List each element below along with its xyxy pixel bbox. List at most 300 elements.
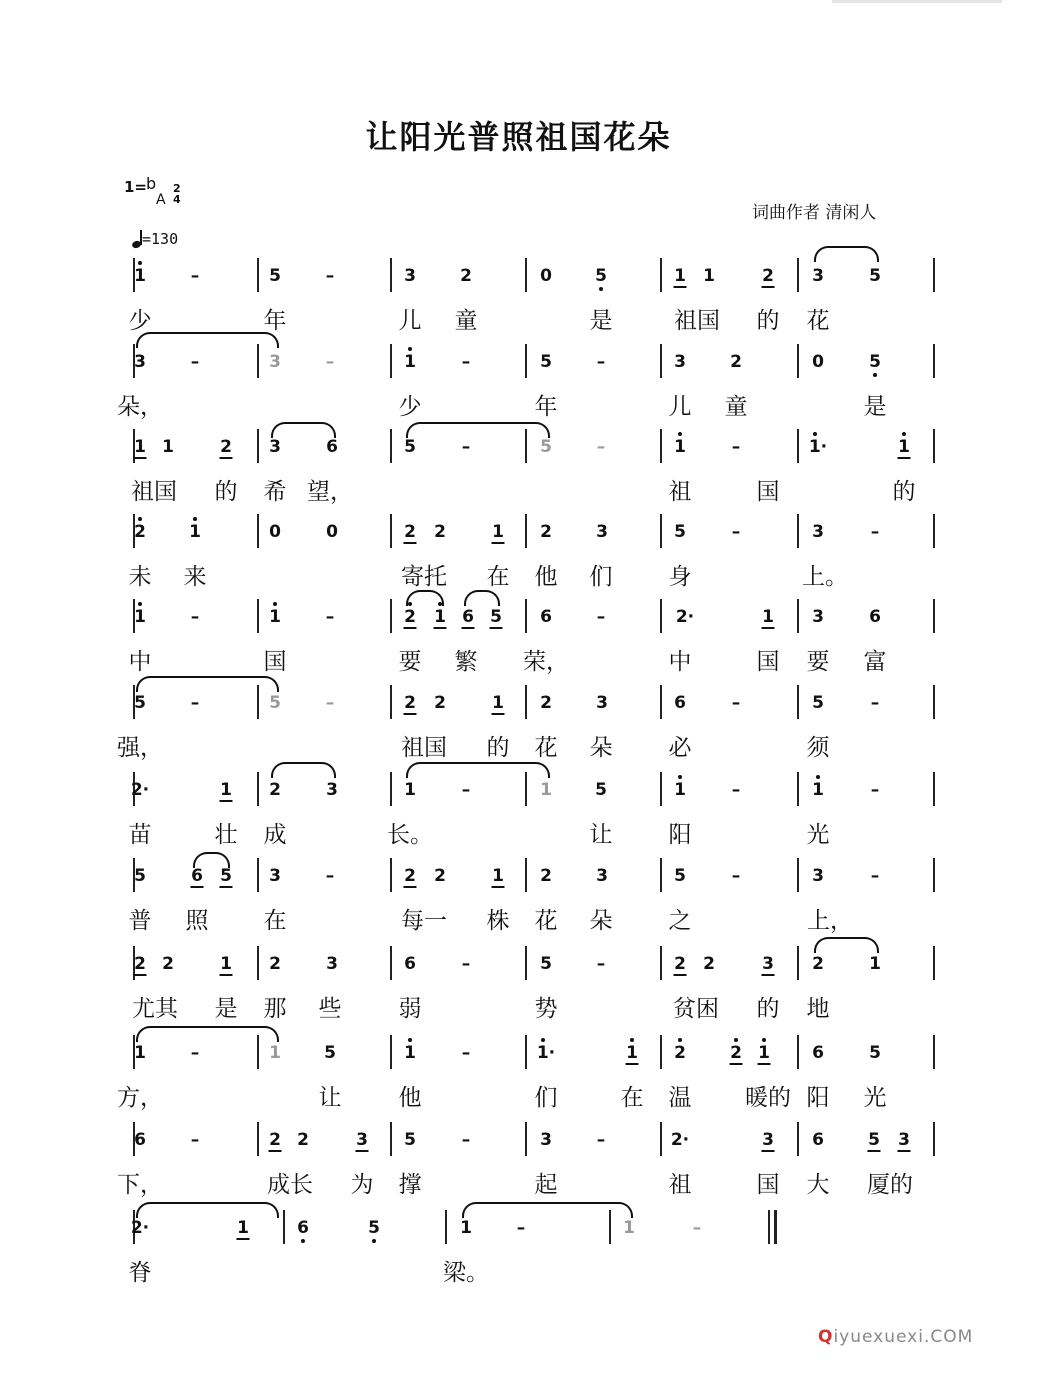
note: 6 [869,607,881,627]
note: 3 [762,1130,774,1150]
note: 1 [623,1218,635,1238]
lyric: 上。 [802,564,848,590]
note: 3 [812,266,824,286]
note: 1 [404,352,416,372]
lyric: 祖 [668,1172,692,1198]
slur-tie [193,852,230,868]
note: 1 [703,266,715,286]
note: 2 [162,954,174,974]
note: – [596,352,606,372]
underline [730,1063,743,1065]
octave-dot-high [816,775,820,779]
note: – [190,352,200,372]
bar-line [390,344,392,378]
note: 3 [356,1130,368,1150]
quarter-note-icon [132,230,142,248]
note: 2 [269,780,281,800]
lyric: 儿 [398,308,422,334]
note: 1 [269,607,281,627]
note: 1 [269,1043,281,1063]
lyric: 中 [668,649,692,675]
note: 3 [269,352,281,372]
slur-tie [462,1202,633,1218]
lyric: 国 [263,649,287,675]
lyric: 株 [486,908,510,934]
lyric: 在 [486,564,510,590]
octave-dot-high [541,1038,545,1042]
octave-dot-high [902,432,906,436]
watermark [818,1327,973,1347]
final-bar-line [774,1210,777,1244]
note: 0 [269,522,281,542]
lyric: 普 [128,908,152,934]
note: – [461,352,471,372]
slur-tie [464,590,500,606]
bar-line [933,772,935,806]
underline [898,1150,911,1152]
underline [220,457,233,459]
bar-line [933,1035,935,1069]
note: 2 [434,866,446,886]
octave-dot-high [408,347,412,351]
bar-line [390,599,392,633]
note: 2 [703,954,715,974]
note: 6 [812,1043,824,1063]
note: 5 [674,866,686,886]
bar-line [390,1035,392,1069]
slur-tie [814,246,879,262]
flat-sign: b [146,174,157,193]
slur-tie [814,937,879,953]
underline [626,1063,639,1065]
bar-line [933,599,935,633]
bar-line [257,1122,259,1156]
note: 3 [762,954,774,974]
lyric: 朵 [589,908,613,934]
underline [492,713,505,715]
note: 1 [220,780,232,800]
bar-line [257,772,259,806]
note: 2· [130,1218,150,1238]
song-title: 让阳光普照祖国花朵 [365,118,672,156]
lyric: 们 [534,1085,558,1111]
octave-dot-high [138,517,142,521]
lyric: 要 [398,649,422,675]
lyric: 在 [263,908,287,934]
bar-line [933,344,935,378]
bar-line [933,514,935,548]
lyric: 让 [318,1085,342,1111]
octave-dot-high [762,1038,766,1042]
note: 5 [404,1130,416,1150]
note: 1 [220,954,232,974]
note: 6 [674,693,686,713]
note: 2 [297,1130,309,1150]
underline [220,974,233,976]
note: – [731,780,741,800]
bar-line [257,514,259,548]
underline [492,542,505,544]
bar-line [933,1122,935,1156]
octave-dot-low [599,287,603,291]
bar-line [933,258,935,292]
slur-tie [406,762,550,778]
lyric: 们 [589,564,613,590]
note: 1 [237,1218,249,1238]
lyric: 儿 [668,394,692,420]
note: – [190,266,200,286]
note: – [870,780,880,800]
note: 6 [134,1130,146,1150]
bar-line [660,858,662,892]
note: 3 [596,693,608,713]
bar-line [257,858,259,892]
underline [220,886,233,888]
lyric: 富 [863,649,887,675]
lyric: 寄托 [401,564,447,590]
bar-line [525,514,527,548]
octave-dot-high [734,1038,738,1042]
bar-line [660,258,662,292]
underline [762,627,775,629]
lyric: 强， [117,735,163,761]
lyric: 身 [668,564,692,590]
lyric: 花 [534,908,558,934]
key-note: A [156,192,166,208]
bar-line [525,858,527,892]
lyric: 的 [756,308,780,334]
note: 5 [869,352,881,372]
octave-dot-low [372,1239,376,1243]
note: 3 [596,866,608,886]
lyric: 童 [724,394,748,420]
note: – [870,866,880,886]
note: 6 [812,1130,824,1150]
lyric: 祖国 [131,479,177,505]
note: 3 [596,522,608,542]
underline [404,627,417,629]
note: 2· [675,607,695,627]
underline [404,886,417,888]
note: 1 [162,437,174,457]
lyric: 苗 [128,822,152,848]
underline [191,886,204,888]
lyric: 势 [534,996,558,1022]
bar-line [525,258,527,292]
note: 3 [812,607,824,627]
note: 2 [674,1043,686,1063]
lyric: 希 [263,479,287,505]
lyric: 须 [806,735,830,761]
note: – [461,780,471,800]
underline [868,1150,881,1152]
bar-line [390,858,392,892]
lyric: 他 [398,1085,422,1111]
note: 5 [404,437,416,457]
bar-line [797,858,799,892]
slur-tie [406,590,444,606]
note: 1· [536,1043,556,1063]
key-signature [124,174,181,208]
bar-line [933,685,935,719]
lyric: 来 [183,564,207,590]
octave-dot-high [678,775,682,779]
note: 0 [326,522,338,542]
lyric: 梁。 [443,1260,489,1286]
note: 1 [434,607,446,627]
tempo-value: =130 [142,230,179,248]
note: 3 [812,866,824,886]
bar-line [390,946,392,980]
lyric: 望， [307,479,353,505]
note: 3 [404,266,416,286]
bar-line [797,772,799,806]
note: 5 [134,866,146,886]
note: 0 [812,352,824,372]
note: 5 [595,780,607,800]
lyric: 弱 [398,996,422,1022]
note: – [870,522,880,542]
note: 1 [404,780,416,800]
lyric: 的 [756,996,780,1022]
underline [404,713,417,715]
lyric: 暖的 [745,1085,791,1111]
note: 1 [492,866,504,886]
bar-line [390,258,392,292]
underline [462,627,475,629]
note: 1 [674,266,686,286]
underline [758,1063,771,1065]
note: 2 [762,266,774,286]
lyric: 国 [756,1172,780,1198]
lyric: 光 [806,822,830,848]
bar-line [660,599,662,633]
lyric: 要 [806,649,830,675]
bar-line [660,514,662,548]
lyric: 是 [863,394,887,420]
lyric: 脊 [128,1260,152,1286]
note: – [190,693,200,713]
slur-tie [136,332,279,348]
underline [762,974,775,976]
underline [237,1238,250,1240]
bar-line [525,685,527,719]
bar-line [660,946,662,980]
lyric: 花 [806,308,830,334]
underline [134,457,147,459]
note: 3 [812,522,824,542]
note: 5 [674,522,686,542]
underline [490,627,503,629]
lyric: 每一 [401,908,447,934]
note: 5 [220,866,232,886]
lyric: 阳 [806,1085,830,1111]
note: 5 [324,1043,336,1063]
bar-line [525,1035,527,1069]
lyric: 祖国 [401,735,447,761]
note: 5 [868,1130,880,1150]
lyric: 下， [117,1172,163,1198]
note: 1 [134,437,146,457]
watermark-q: Q [818,1327,834,1347]
underline [356,1150,369,1152]
lyric: 照 [185,908,209,934]
lyric: 少 [128,308,152,334]
note: – [190,1130,200,1150]
note: 5 [269,693,281,713]
note: 6 [540,607,552,627]
lyric: 在 [620,1085,644,1111]
lyric: 厦的 [867,1172,913,1198]
lyric: 的 [214,479,238,505]
note: 5 [869,266,881,286]
lyric: 花 [534,735,558,761]
note: 2 [460,266,472,286]
time-top: 2 [173,182,181,195]
octave-dot-low [301,1239,305,1243]
note: 2 [269,1130,281,1150]
note: – [190,1043,200,1063]
note: 2 [730,1043,742,1063]
bar-line [257,599,259,633]
underline [674,974,687,976]
bar-line [525,599,527,633]
note: 3 [674,352,686,372]
note: 1 [492,693,504,713]
note: – [461,437,471,457]
note: 2 [540,693,552,713]
lyric: 尤其 [132,996,178,1022]
composer-credit: 词曲作者 清闲人 [752,203,877,223]
octave-dot-high [630,1038,634,1042]
note: 1 [404,1043,416,1063]
bar-line [390,1122,392,1156]
note: 6 [404,954,416,974]
lyric: 童 [454,308,478,334]
bar-line [660,772,662,806]
top-decoration-bar [832,0,1002,3]
note: 2 [404,607,416,627]
bar-line [797,946,799,980]
note: 2 [540,522,552,542]
lyric: 年 [534,394,558,420]
underline [434,627,447,629]
note: 1 [762,607,774,627]
lyric: 荣， [523,649,569,675]
note: 1· [808,437,828,457]
note: 1 [674,780,686,800]
note: 5 [869,1043,881,1063]
bar-line [933,946,935,980]
lyric: 大 [806,1172,830,1198]
note: – [516,1218,526,1238]
note: 1 [134,266,146,286]
bar-line [390,685,392,719]
bar-line [797,514,799,548]
note: 6 [297,1218,309,1238]
lyric: 是 [214,996,238,1022]
octave-dot-low [873,373,877,377]
bar-line [390,514,392,548]
note: 5 [812,693,824,713]
note: 5 [490,607,502,627]
note: 5 [269,266,281,286]
bar-line [390,772,392,806]
lyric: 少 [398,394,422,420]
tempo-marking [132,230,178,248]
note: – [325,352,335,372]
note: 2 [404,693,416,713]
lyric: 朵， [117,394,163,420]
note: 1 [540,780,552,800]
lyric: 朵 [589,735,613,761]
lyric: 的 [486,735,510,761]
lyric: 必 [668,735,692,761]
note: – [325,607,335,627]
lyric: 方， [117,1085,163,1111]
note: 0 [540,266,552,286]
note: 2 [730,352,742,372]
lyric: 中 [128,649,152,675]
note: 3 [326,954,338,974]
bar-line [797,599,799,633]
lyric: 祖国 [674,308,720,334]
note: – [596,954,606,974]
lyric: 国 [756,649,780,675]
bar-line [660,429,662,463]
note: 2 [220,437,232,457]
note: 1 [869,954,881,974]
bar-line [660,1122,662,1156]
note: 2 [134,954,146,974]
note: 1 [460,1218,472,1238]
note: 5 [134,693,146,713]
note: 3 [898,1130,910,1150]
underline [134,974,147,976]
bar-line [525,344,527,378]
underline [404,542,417,544]
lyric: 是 [589,308,613,334]
bar-line [445,1210,447,1244]
lyric: 壮 [214,822,238,848]
underline [269,1150,282,1152]
lyric: 为 [350,1172,374,1198]
bar-line [390,429,392,463]
bar-line [660,685,662,719]
lyric: 未 [128,564,152,590]
note: – [731,866,741,886]
bar-line [660,1035,662,1069]
note: 2 [134,522,146,542]
underline [220,800,233,802]
lyric: 繁 [454,649,478,675]
lyric: 之 [668,908,692,934]
bar-line [797,1122,799,1156]
lyric: 地 [806,996,830,1022]
bar-line [257,344,259,378]
octave-dot-high [678,432,682,436]
bar-line [797,429,799,463]
bar-line [797,344,799,378]
lyric: 起 [534,1172,558,1198]
bar-line [933,858,935,892]
note: 1 [492,522,504,542]
note: 3 [269,866,281,886]
note: 2 [404,866,416,886]
note: – [325,866,335,886]
note: 2 [434,693,446,713]
note: – [190,607,200,627]
